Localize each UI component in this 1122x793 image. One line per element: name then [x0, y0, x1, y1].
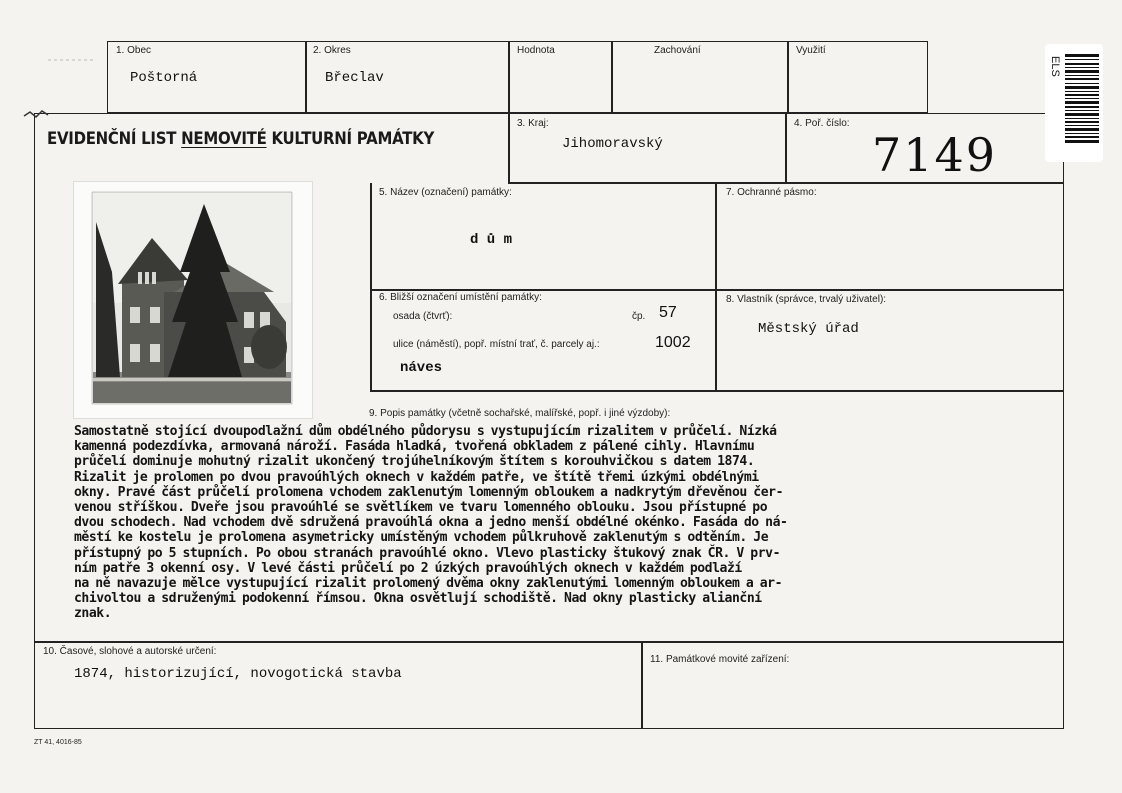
- bottom-row-hline: [34, 641, 1064, 643]
- bottom-row-vline: [641, 641, 643, 729]
- title-part2: NEMOVITÉ: [181, 129, 267, 149]
- house-photo: [74, 182, 312, 418]
- popis-line: znak.: [74, 606, 112, 622]
- barcode-sticker: [1045, 44, 1103, 162]
- casove-value: 1874, historizující, novogotická stavba: [74, 666, 402, 682]
- cislo-divider-left: [785, 113, 787, 183]
- vyuziti-label: Využití: [796, 45, 826, 56]
- title-part3: KULTURNÍ PAMÁTKY: [266, 129, 435, 149]
- footer-code: ZT 41, 4016-85: [34, 739, 82, 746]
- cp-label: čp.: [632, 311, 646, 322]
- title-part1: EVIDENČNÍ LIST: [47, 129, 182, 149]
- kraj-label: 3. Kraj:: [517, 118, 549, 129]
- vlastnik-value: Městský úřad: [758, 321, 859, 337]
- movite-label: 11. Památkové movité zařízení:: [650, 654, 790, 665]
- obec-label: 1. Obec: [116, 45, 152, 56]
- grid-mid-hline: [370, 289, 1064, 291]
- vlastnik-label: 8. Vlastník (správce, trvalý uživatel):: [726, 294, 887, 305]
- popis-line: městí ke kostelu je prolomena asymetricky umístěným vchodem půlkruhově zaklenutým s odtěním. Je: [74, 530, 769, 546]
- popis-line: na ně navazuje mělce vystupující rizalit prolomený dvěma okny zaklenutými lomenným obloukem a ar-: [74, 576, 783, 592]
- ochranne-pasmo-label: 7. Ochranné pásmo:: [726, 187, 817, 198]
- margin-mark-icon: [46, 56, 96, 64]
- popis-text: [74, 424, 1049, 622]
- zachovani-label: Zachování: [654, 45, 701, 56]
- popis-line: dvou schodech. Nad vchodem dvě sdružená pravoúhlá okna a jedno menší obdélné okénko. Fasáda do ná-: [74, 515, 788, 531]
- por-cislo-value: 7149: [872, 128, 998, 182]
- popis-label: 9. Popis památky (včetně sochařské, malířské, popř. i jiné výzdoby):: [369, 408, 671, 419]
- popis-line: průčelí dominuje mohutný rizalit ukončený trojúhelníkovým štítem s korouhvičkou s datem 1874.: [74, 454, 755, 470]
- nazev-label: 5. Název (označení) památky:: [379, 187, 512, 198]
- ulice-value: náves: [400, 360, 443, 376]
- okres-label: 2. Okres: [313, 45, 351, 56]
- popis-line: okny. Pravé část průčelí prolomena vchodem zaklenutým lomenným obloukem a nadkrytým dřevěnou čer-: [74, 484, 784, 500]
- form-title: [47, 129, 434, 149]
- grid-bottom-hline: [370, 390, 1064, 392]
- grid-left-vline: [370, 183, 372, 391]
- casove-label: 10. Časové, slohové a autorské určení:: [43, 646, 217, 657]
- photo-frame: [74, 182, 312, 418]
- popis-line: kamenná podezdívka, armovaná nároží. Fasáda hladká, tvořená obkladem z pálené cihly. Hlavnímu: [74, 439, 755, 455]
- barcode-text: ELS: [1049, 56, 1061, 77]
- popis-line: přístupný po 5 stupních. Po obou stranách pravoúhlé okno. Vlevo plasticky štukový znak ČR. V prv-: [74, 545, 781, 561]
- header-bottom-line: [508, 182, 1064, 184]
- popis-line: Samostatně stojící dvoupodlažní dům obdélného půdorysu s vystupujícím rizalitem v průčelí. Nízká: [74, 424, 777, 439]
- popis-line: chivoltou a sdruženými podokenní římsou. Okna osvětlují schodiště. Nad okny plasticky alianční: [74, 591, 762, 607]
- umisteni-label: 6. Bližší označení umístění památky:: [379, 292, 542, 303]
- ulice-label: ulice (náměstí), popř. místní trať, č. parcely aj.:: [393, 339, 600, 350]
- staple-mark-icon: [22, 108, 52, 122]
- okres-value: Břeclav: [325, 70, 384, 86]
- barcode-icon: [1065, 54, 1099, 144]
- kraj-divider-left: [508, 113, 510, 183]
- grid-mid-vline: [715, 183, 717, 391]
- por-cislo-label: 4. Poř. číslo:: [794, 118, 850, 129]
- nazev-value: d ů m: [470, 232, 513, 248]
- cp-value: 57: [659, 304, 677, 321]
- hodnota-label: Hodnota: [517, 45, 555, 56]
- popis-line: ním patře 3 okenní osy. V levé části průčelí po 2 úzkých pravoúhlých oknech v každém podlaží: [74, 560, 742, 576]
- osada-label: osada (čtvrť):: [393, 311, 453, 322]
- kraj-value: Jihomoravský: [562, 136, 663, 152]
- parcela-value: 1002: [655, 334, 691, 351]
- popis-line: venou stříškou. Dveře jsou pravoúhlé se světlíkem ve tvaru lomenného oblouku. Jsou přístupné po: [74, 500, 768, 516]
- popis-line: Rizalit je prolomen po dvou pravoúhlých oknech v každém patře, ve štítě třemi úzkými obdélnými: [74, 469, 759, 485]
- obec-value: Poštorná: [130, 70, 198, 86]
